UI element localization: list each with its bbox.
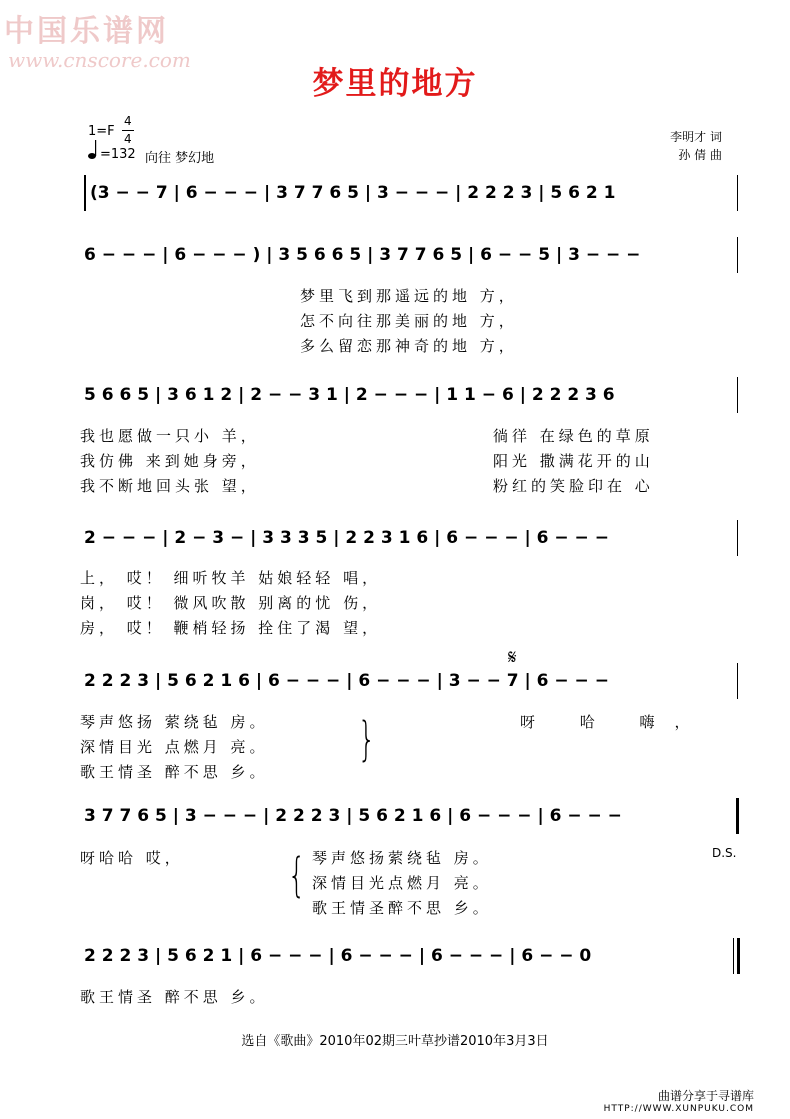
lyric-row-5-verse-2: 深情目光 点燃月 亮。 bbox=[80, 738, 269, 756]
notation-row-6: 3 7 7 6 5 | 3 − − − | 2 2 2 3 | 5 6 2 1 6 | 6 − − − | 6 − − − bbox=[84, 806, 622, 826]
lyric-row-4-verse-1: 上， 哎！ 细听牧羊 姑娘轻轻 唱， bbox=[80, 569, 382, 587]
time-signature-top: 4 bbox=[124, 114, 132, 128]
lyric-row-5-verse-1: 琴声悠扬 萦绕毡 房。 bbox=[80, 713, 269, 731]
notation-row-2: 6 − − − | 6 − − − ) | 3 5 6 6 5 | 3 7 7 6 5 | 6 − − 5 | 3 − − − bbox=[84, 245, 641, 265]
tempo-marking: =132 bbox=[100, 147, 136, 162]
footer-url: HTTP://WWW.XUNPUKU.COM bbox=[603, 1104, 754, 1114]
footer-credit bbox=[604, 1090, 754, 1116]
watermark-logo-text: 中国乐谱网 bbox=[4, 14, 169, 49]
time-signature-bottom: 4 bbox=[124, 132, 132, 146]
notation-row-4: 2 − − − | 2 − 3 − | 3 3 3 5 | 2 2 3 1 6 | 6 − − − | 6 − − − bbox=[84, 528, 609, 548]
row-3-right-bar bbox=[737, 377, 738, 413]
source-note: 选自《歌曲》2010年02期三叶草抄谱2010年3月3日 bbox=[241, 1034, 549, 1049]
row-6-repeat-bar bbox=[736, 798, 739, 834]
credits bbox=[670, 128, 722, 164]
lyric-row-2-verse-2: 怎不向往那美丽的地 方， bbox=[300, 312, 518, 330]
row-1-left-bar bbox=[84, 175, 86, 211]
lyric-row-6-verse-2: 深情目光点燃月 亮。 bbox=[312, 874, 492, 892]
composer: 孙 倩 曲 bbox=[678, 148, 722, 162]
lyric-row-4-verse-3: 房， 哎！ 鞭梢轻扬 拴住了渴 望， bbox=[80, 619, 382, 637]
lyric-row-5-verse-3: 歌王情圣 醉不思 乡。 bbox=[80, 763, 269, 781]
key-signature: 1=F bbox=[88, 124, 115, 139]
interjection-lyric: 呀 哈 嗨， bbox=[520, 713, 710, 731]
quarter-note-icon bbox=[88, 140, 97, 160]
lyric-row-3-verse-1-right: 徜徉 在绿色的草原 bbox=[493, 427, 654, 445]
lyricist: 李明才 词 bbox=[670, 130, 722, 144]
final-bar-thick bbox=[737, 938, 740, 974]
lyric-row-4-verse-2: 岗， 哎！ 微风吹散 别离的忧 伤， bbox=[80, 594, 382, 612]
lyric-row-3-verse-2-right: 阳光 撒满花开的山 bbox=[493, 452, 654, 470]
row-2-right-bar bbox=[737, 237, 738, 273]
lyric-row-3-verse-3-right: 粉红的笑脸印在 心 bbox=[493, 477, 654, 495]
row-1-right-bar bbox=[737, 175, 738, 211]
brace-right: } bbox=[357, 712, 376, 766]
lyric-row-6-verse-1: 琴声悠扬萦绕毡 房。 bbox=[312, 849, 492, 867]
notation-row-3: 5 6 6 5 | 3 6 1 2 | 2 − − 3 1 | 2 − − − | 1 1 − 6 | 2 2 2 3 6 bbox=[84, 385, 615, 405]
mood-marking: 向往 梦幻地 bbox=[145, 151, 215, 166]
lyric-row-6-verse-3: 歌王情圣醉不思 乡。 bbox=[312, 899, 492, 917]
notation-row-1: (3 − − 7 | 6 − − − | 3 7 7 6 5 | 3 − − − | 2 2 2 3 | 5 6 2 1 bbox=[90, 183, 616, 203]
lyric-row-3-verse-3-left: 我不断地回头张 望， bbox=[80, 477, 260, 495]
lyric-row-2-verse-1: 梦里飞到那遥远的地 方， bbox=[300, 287, 518, 305]
dal-segno-marking: D.S. bbox=[712, 846, 737, 860]
lyric-row-3-verse-2-left: 我仿佛 来到她身旁， bbox=[80, 452, 260, 470]
brace-left: { bbox=[287, 848, 306, 902]
song-title: 梦里的地方 bbox=[312, 66, 478, 102]
final-bar-thin bbox=[733, 938, 734, 974]
notation-row-7: 2 2 2 3 | 5 6 2 1 | 6 − − − | 6 − − − | 6 − − − | 6 − − 0 bbox=[84, 946, 592, 966]
lyric-row-3-verse-1-left: 我也愿做一只小 羊， bbox=[80, 427, 260, 445]
row-5-right-bar bbox=[737, 663, 738, 699]
row-4-right-bar bbox=[737, 520, 738, 556]
segno-icon: 𝄋 bbox=[508, 645, 517, 669]
watermark-url: www.cnscore.com bbox=[8, 48, 191, 72]
footer-line-1: 曲谱分享于寻谱库 bbox=[657, 1089, 754, 1103]
time-signature-divider bbox=[122, 130, 134, 131]
notation-row-5: 2 2 2 3 | 5 6 2 1 6 | 6 − − − | 6 − − − | 3 − − 7 | 6 − − − bbox=[84, 671, 609, 691]
lyric-row-2-verse-3: 多么留恋那神奇的地 方， bbox=[300, 337, 518, 355]
lyric-row-7: 歌王情圣 醉不思 乡。 bbox=[80, 988, 269, 1006]
lyric-row-6-left: 呀哈哈 哎， bbox=[80, 849, 184, 867]
